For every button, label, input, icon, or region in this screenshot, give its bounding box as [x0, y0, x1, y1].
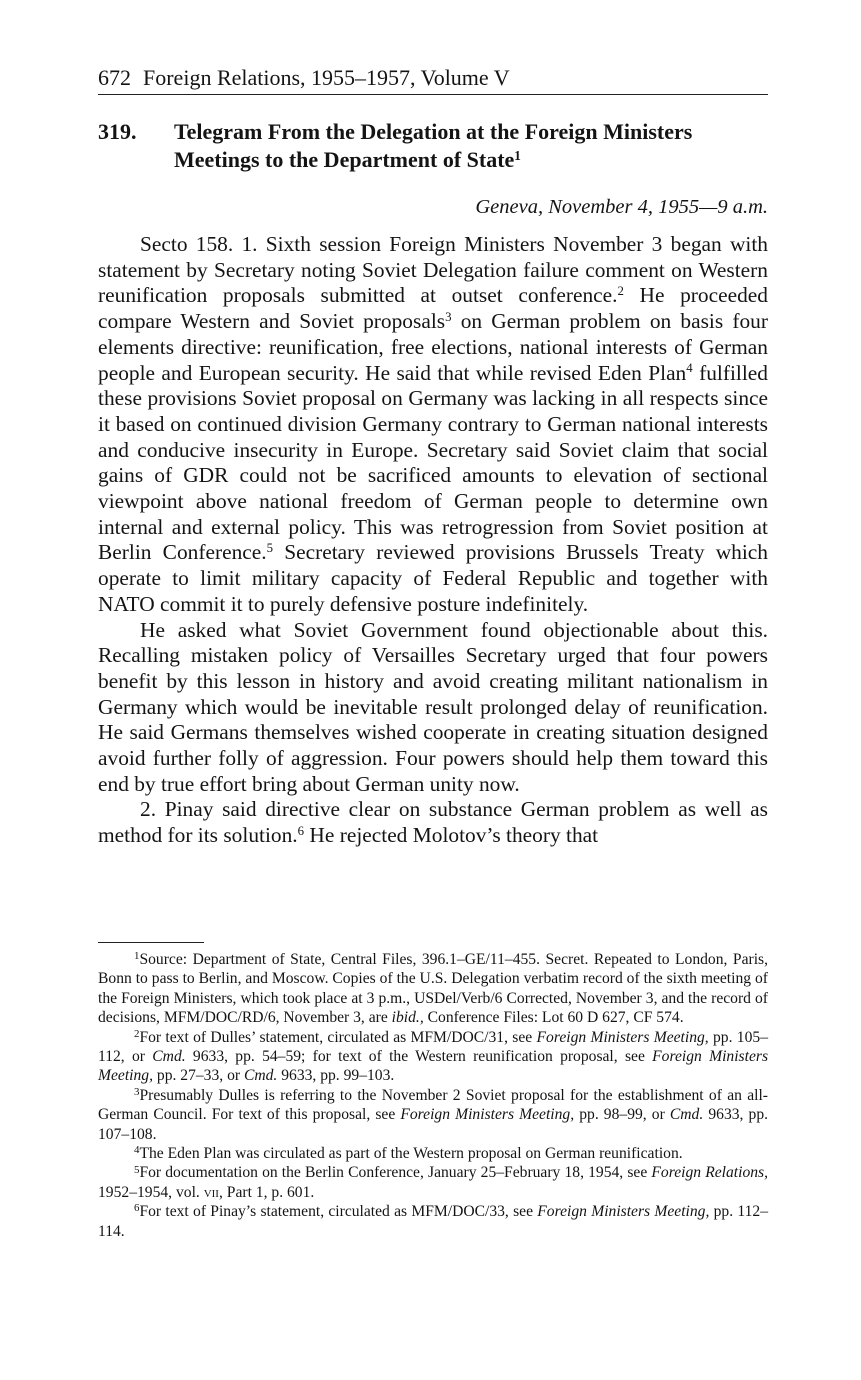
text-run: Cmd. — [669, 1106, 704, 1124]
text-run: For text of Dulles’ statement, circulated as MFM/DOC/31, see — [139, 1028, 537, 1046]
footnote — [98, 1086, 768, 1144]
text-run: Presumably Dulles is referring to the November 2 Soviet proposal for the establishment of an all-German Council. For text of this proposal, see — [98, 1086, 768, 1124]
running-title: Foreign Relations, 1955–1957, Volume V — [143, 65, 510, 90]
text-run: vii — [203, 1183, 219, 1201]
text-run: 9633, pp. 54–59; for text of the Western reunification proposal, see — [185, 1048, 653, 1066]
text-run: Foreign Ministers Meeting, — [98, 1048, 769, 1085]
footnotes — [98, 950, 768, 1241]
text-run: He proceeded compare Western and Soviet proposals — [98, 283, 768, 334]
footnote-ref[interactable]: 3 — [445, 310, 452, 325]
footnote-ref[interactable]: 6 — [297, 824, 305, 839]
paragraph: He asked what Soviet Government found objectionable about this. Recalling mistaken policy of Versailles Secretary urged that four powers benefit by this lesson in history and avoid creating militant nationalism in Germany which would be inevitable result prolonged delay of reunification. He said Germans themselves wished cooperate in creating situation designed avoid further folly of aggression. Four powers should help them toward this end by true effort bring about German unity now. — [98, 617, 768, 796]
footnote-number: 3 — [134, 1085, 140, 1098]
footnote — [98, 1163, 768, 1202]
text-run: 9633, pp. 99–103. — [277, 1067, 395, 1085]
document-title — [174, 118, 774, 174]
text-run: He rejected Molotov’s theory that — [304, 823, 599, 848]
footnote-number: 1 — [134, 950, 140, 963]
text-run: Foreign Ministers Meeting, — [536, 1028, 709, 1046]
footnote-ref[interactable]: 2 — [617, 284, 624, 299]
text-run: pp. 112–114. — [98, 1203, 768, 1240]
text-run: Cmd. — [243, 1067, 278, 1085]
text-run: Source: Department of State, Central Files, 396.1–GE/11–455. Secret. Repeated to London, Paris, Bonn to pass to Berlin, and Moscow. Copies of the U.S. Delegation verbatim record of the sixth meeting of the Foreign Ministers, which took place at 3 p.m., USDel/Verb/6 Corrected, November 3, and the record of decisions, MFM/DOC/RD/6, November 3, are — [98, 951, 768, 1027]
text-run: The Eden Plan was circulated as part of the Western proposal on German reunification. — [139, 1145, 683, 1163]
text-run: Conference Files: Lot 60 D 627, CF 574. — [423, 1009, 684, 1027]
text-run: Foreign Relations, — [651, 1164, 769, 1182]
paragraph — [98, 797, 768, 848]
text-run: Secretary reviewed provisions Brussels Treaty which operate to limit military capacity of Federal Republic and together with NATO commit it to purely defensive posture indefinitely. — [98, 540, 768, 616]
footnote — [98, 1028, 768, 1086]
footnote — [98, 1202, 768, 1241]
text-run: Secto 158. 1. Sixth session Foreign Ministers November 3 began with statement by Secretary noting Soviet Delegation failure comment on Western reunification proposals submitted at outset conference. — [98, 232, 768, 308]
title-line-2: Meetings to the Department of State — [174, 147, 515, 172]
text-run: fulfilled these provisions Soviet proposal on Germany was lacking in all respects since it based on continued division Germany contrary to German national interests and conducive insecurity in Europe. Secretary said Soviet claim that social gains of GDR could not be sacrificed amounts to elevation of sectional viewpoint above national freedom of German people to determine own internal and external policy. This was retrogression from Soviet position at Berlin Conference. — [98, 360, 768, 565]
text-run: pp. 27–33, or — [153, 1067, 244, 1085]
footnote-number: 6 — [134, 1202, 140, 1215]
text-run: 9633, pp. 107–108. — [98, 1106, 769, 1143]
footnote — [98, 950, 768, 1028]
text-run: pp. 105–112, or — [98, 1028, 768, 1066]
running-header — [98, 64, 768, 95]
text-run: ibid., — [391, 1009, 424, 1027]
text-run: pp. 98–99, or — [574, 1106, 670, 1124]
text-run: on German problem on basis four elements directive: reunification, free elections, national interests of German people and European security. He said that while revised Eden Plan — [98, 309, 769, 385]
footnote-number: 2 — [134, 1027, 140, 1040]
footnote-ref[interactable]: 4 — [686, 361, 693, 376]
text-run: Cmd. — [152, 1048, 186, 1066]
text-run: 1952–1954, vol. — [98, 1183, 204, 1201]
text-run: For documentation on the Berlin Conference, January 25–February 18, 1954, see — [139, 1164, 652, 1182]
footnote — [98, 1144, 768, 1163]
text-run: For text of Pinay’s statement, circulated as MFM/DOC/33, see — [139, 1203, 538, 1221]
page-number: 672 — [98, 65, 131, 90]
footnote-number: 4 — [134, 1144, 140, 1157]
document-number: 319. — [98, 119, 137, 144]
paragraph — [98, 232, 768, 618]
footnote-ref[interactable]: 5 — [266, 541, 274, 556]
document-body — [98, 232, 768, 849]
text-run: Foreign Ministers Meeting, — [400, 1106, 575, 1124]
text-run: 2. Pinay said directive clear on substance German problem as well as method for its solution. — [98, 797, 768, 848]
footnote-ref[interactable]: 1 — [514, 147, 521, 163]
footnote-divider — [98, 942, 204, 943]
title-line-1: Telegram From the Delegation at the Foreign Ministers — [174, 119, 693, 144]
text-run: , Part 1, p. 601. — [218, 1183, 315, 1201]
text-run: Foreign Ministers Meeting, — [537, 1203, 710, 1221]
footnote-number: 5 — [134, 1163, 140, 1176]
dateline: Geneva, November 4, 1955—9 a.m. — [475, 196, 768, 218]
